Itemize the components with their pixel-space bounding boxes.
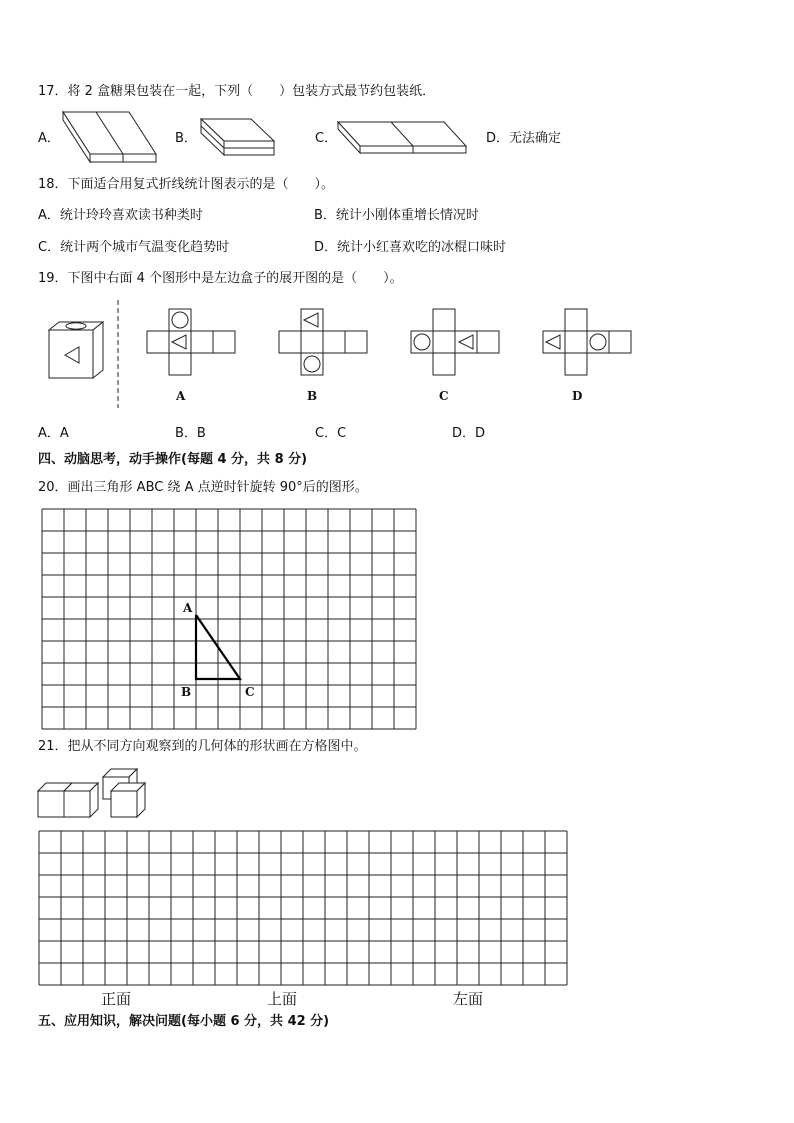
q21-top-view-label: 上面 <box>267 990 298 1008</box>
q19-net-d-label: D <box>572 389 583 403</box>
q19-option-c: C．C <box>315 426 347 441</box>
q17-option-a-label: A． <box>38 131 60 146</box>
q17-option-b-label: B． <box>175 131 197 146</box>
q17-stem: 17．将 2 盒糖果包装在一起，下列（ ）包装方式最节约包装纸． <box>38 84 436 99</box>
q19-stem: 19．下图中右面 4 个图形中是左边盒子的展开图的是（ ）。 <box>38 271 403 286</box>
q18-option-c: C．统计两个城市气温变化趋势时 <box>38 240 230 255</box>
q17-option-b-figure <box>199 117 277 159</box>
q21-grid <box>38 830 570 990</box>
q21-front-view-label: 正面 <box>101 990 132 1008</box>
q21-cube-solid-figure <box>37 767 153 819</box>
q19-net-c-label: C <box>439 389 449 403</box>
q20-point-c-label: C <box>245 685 255 699</box>
q18-option-d: D．统计小红喜欢吃的冰棍口味时 <box>314 240 507 255</box>
q17-option-c-figure <box>336 120 468 156</box>
q17-option-d: D．无法确定 <box>486 131 562 146</box>
q21-left-view-label: 左面 <box>453 990 484 1008</box>
q19-net-a-label: A <box>176 389 186 403</box>
q18-option-b: B．统计小刚体重增长情况时 <box>314 208 479 223</box>
q17-option-a-figure <box>60 110 160 162</box>
q17-option-c-label: C． <box>315 131 338 146</box>
q19-net-d <box>542 308 634 378</box>
q19-net-b <box>278 308 370 378</box>
section-5-heading: 五、应用知识，解决问题(每小题 6 分，共 42 分) <box>38 1014 330 1029</box>
q19-net-c <box>410 308 502 378</box>
q19-option-d: D．D <box>452 426 486 441</box>
q19-box-figure <box>47 320 109 382</box>
q20-point-a-label: A <box>183 601 193 615</box>
q20-point-b-label: B <box>181 685 192 699</box>
q19-dashed-divider <box>116 300 120 410</box>
q21-stem: 21．把从不同方向观察到的几何体的形状画在方格图中。 <box>38 739 367 754</box>
q19-option-b: B．B <box>175 426 206 441</box>
q20-stem: 20．画出三角形 ABC 绕 A 点逆时针旋转 90°后的图形。 <box>38 480 368 495</box>
q19-net-a <box>146 308 238 378</box>
q19-net-b-label: B <box>307 389 318 403</box>
q20-grid <box>40 507 420 727</box>
q19-option-a: A．A <box>38 426 69 441</box>
q18-option-a: A．统计玲玲喜欢读书种类时 <box>38 208 203 223</box>
section-4-heading: 四、动脑思考，动手操作(每题 4 分，共 8 分) <box>38 452 308 467</box>
q18-stem: 18．下面适合用复式折线统计图表示的是（ ）。 <box>38 177 335 192</box>
